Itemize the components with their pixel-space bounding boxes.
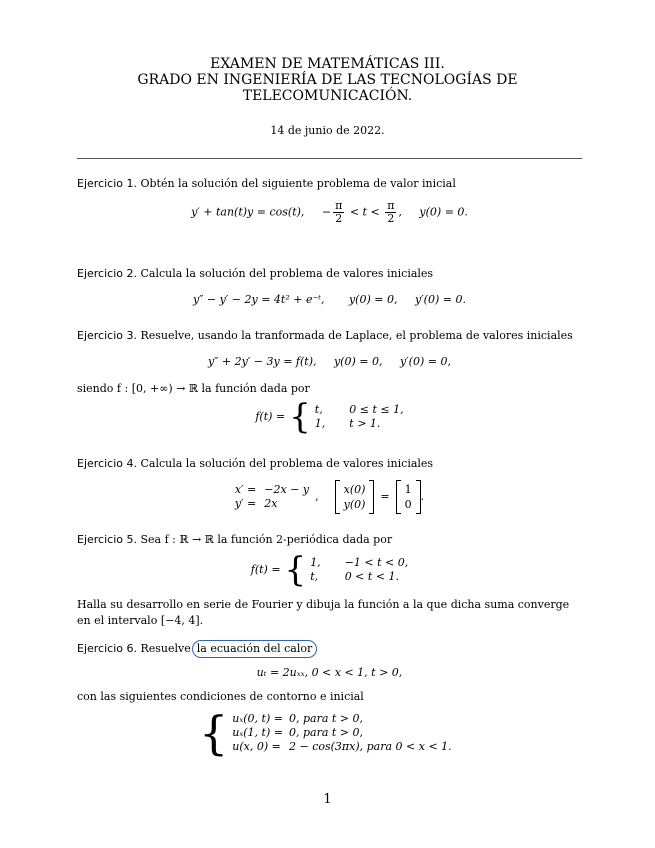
exercise-5-text: Sea f : ℝ → ℝ la función 2-periódica dada por <box>140 533 393 546</box>
exercise-6-label: Ejercicio 6. <box>77 642 137 655</box>
exercise-2-text: Calcula la solución del problema de valores iniciales <box>140 267 434 280</box>
header-divider <box>77 158 582 159</box>
exercise-5-statement <box>77 532 582 548</box>
exercise-4-system: x′ = −2x − y y′ = 2x , x(0) y(0) = 1 0 . <box>77 480 582 514</box>
initial-vector: x(0) y(0) <box>335 480 375 514</box>
exercise-4-label: Ejercicio 4. <box>77 457 137 470</box>
fraction-pi-half-right: $\frac{\pi}{2}$ <box>387 199 395 225</box>
initial-condition-3b: y′(0) = 0, <box>399 355 451 368</box>
ode-1: y′ + tan(t)y = cos(t), <box>191 205 305 219</box>
boundary-conditions: { uₓ(0, t) = 0, para t > 0, uₓ(1, t) = 0, para t > 0, u(x, 0) = 2 − cos(3πx), para 0 < x < 1. <box>199 706 452 760</box>
exercise-2-label: Ejercicio 2. <box>77 267 137 280</box>
initial-condition-3a: y(0) = 0, <box>333 355 383 368</box>
exercise-3-text: Resuelve, usando la tranformada de Laplace, el problema de valores iniciales <box>140 329 573 342</box>
exercise-5-task: Halla su desarrollo en serie de Fourier y dibuja la función a la que dicha suma converge en el intervalo [−4, 4]. <box>77 598 570 627</box>
left-brace: { <box>199 706 229 760</box>
exercise-1-equation: y′ + tan(t)y = cos(t), − $\frac{\pi}{2}$ < t < $\frac{\pi}{2}$ , y(0) = 0. <box>191 199 468 225</box>
exercise-3-label: Ejercicio 3. <box>77 329 137 342</box>
initial-condition-1: y(0) = 0. <box>419 205 468 219</box>
exercise-3-statement <box>77 328 582 344</box>
exercise-2-statement <box>77 266 582 282</box>
ode-3: y″ + 2y′ − 3y = f(t), <box>208 355 317 368</box>
handwritten-circle-annotation: la ecuación del calor <box>192 640 317 658</box>
left-brace: { <box>289 397 311 437</box>
exercise-4-statement <box>77 456 582 472</box>
exercise-3-equation <box>77 354 582 370</box>
exercise-1-label: Ejercicio 1. <box>77 177 137 190</box>
exercise-1-statement <box>77 176 582 192</box>
domain-minus: − <box>321 205 332 219</box>
exam-date: 14 de junio de 2022. <box>270 124 385 137</box>
exercise-6-statement <box>77 640 582 658</box>
page-number: 1 <box>323 792 332 807</box>
exercise-1-text: Obtén la solución del siguiente problema de valor inicial <box>140 177 456 190</box>
exercise-6-text: Resuelve <box>140 642 191 655</box>
exercise-4-text: Calcula la solución del problema de valores iniciales <box>140 457 434 470</box>
title-line-1: EXAMEN DE MATEMÁTICAS III. <box>210 56 445 72</box>
initial-condition-2b: y′(0) = 0. <box>414 293 466 306</box>
exercise-2-equation <box>77 292 582 308</box>
ode-2: y″ − y′ − 2y = 4t² + e⁻ᵗ, <box>193 293 325 306</box>
exercise-3-definition-text: siendo f : [0, +∞) → ℝ la función dada por <box>77 382 310 395</box>
initial-condition-2a: y(0) = 0, <box>348 293 398 306</box>
exam-title <box>0 56 655 104</box>
title-line-2: GRADO EN INGENIERÍA DE LAS TECNOLOGÍAS DE <box>137 72 518 88</box>
fraction-pi-half-left: $\frac{\pi}{2}$ <box>335 199 343 225</box>
exercise-6-conditions-text: con las siguientes condiciones de contorno e inicial <box>77 690 364 703</box>
initial-value-vector: 1 0 <box>396 480 421 514</box>
exercise-5-label: Ejercicio 5. <box>77 533 137 546</box>
domain-middle: < t < <box>349 205 380 219</box>
title-line-3: TELECOMUNICACIÓN. <box>242 88 413 104</box>
exercise-3-piecewise: f(t) = { t, 0 ≤ t ≤ 1, 1, t > 1. <box>255 397 404 437</box>
exercise-5-piecewise: f(t) = { 1, −1 < t < 0, t, 0 < t < 1. <box>250 550 409 590</box>
left-brace: { <box>284 550 307 590</box>
heat-equation: uₜ = 2uₓₓ, 0 < x < 1, t > 0, <box>256 666 403 679</box>
